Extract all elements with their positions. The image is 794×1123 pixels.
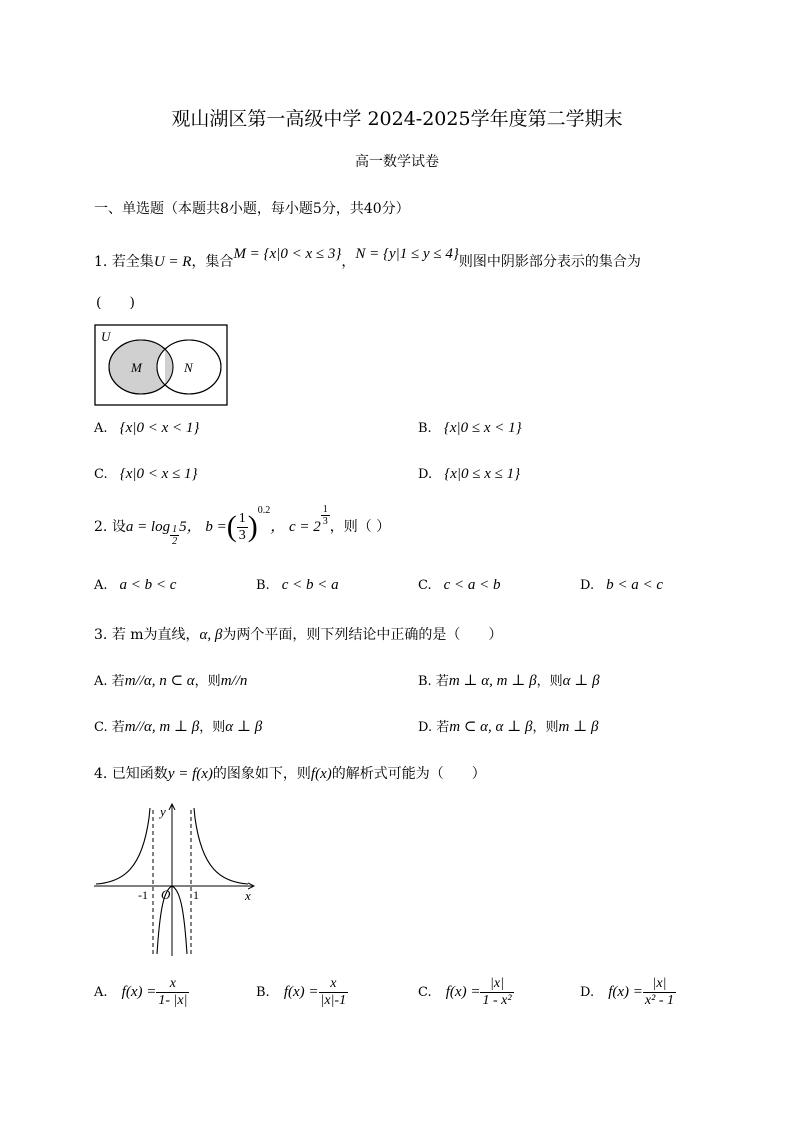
- option-conclusion: m ⊥ β: [558, 719, 599, 735]
- option-d[interactable]: [418, 466, 520, 483]
- option-label: D.: [580, 578, 595, 593]
- b-exp: 0.2: [257, 505, 271, 517]
- function-expr: y = f(x): [167, 766, 213, 782]
- function-graph: [94, 798, 260, 958]
- planes-expr: α, β: [199, 627, 223, 643]
- x-axis-label: x: [245, 888, 251, 903]
- b-prefix: ， b =: [186, 519, 227, 535]
- option-b[interactable]: [256, 577, 339, 594]
- option-text: c < b < a: [281, 577, 339, 593]
- question-number: 4.: [94, 766, 108, 782]
- question-text: 的图象如下，则: [212, 766, 311, 782]
- option-label: C.: [94, 467, 108, 482]
- option-condition: m//α, m ⊥ β: [124, 719, 200, 735]
- question-4: [94, 763, 486, 783]
- option-condition: m//α, n ⊂ α: [124, 673, 195, 689]
- fraction-num: |x|: [480, 976, 513, 993]
- section-heading: 一、单选题（本题共8小题，每小题5分，共40分）: [94, 201, 410, 217]
- option-fraction: [480, 976, 513, 1009]
- option-label: D.: [580, 985, 595, 1000]
- option-label: D.: [418, 720, 433, 735]
- option-c[interactable]: [418, 976, 514, 1009]
- option-text: ，则: [536, 674, 563, 689]
- fraction-num: |x|: [643, 976, 676, 993]
- question-text: ，则（ ）: [329, 519, 391, 535]
- page-title: 观山湖区第一高级中学 2024-2025学年度第二学期末: [171, 108, 623, 130]
- option-conclusion: α ⊥ β: [562, 673, 600, 689]
- question-3: [94, 624, 502, 644]
- option-a[interactable]: [94, 577, 176, 594]
- origin-label: O: [161, 887, 171, 902]
- tick-label-pos-one: 1: [193, 888, 199, 902]
- venn-diagram: [94, 324, 228, 406]
- log-arg: 5: [179, 519, 187, 535]
- option-a[interactable]: [94, 420, 199, 437]
- option-text: {x|0 ≤ x ≤ 1}: [444, 466, 521, 482]
- option-b[interactable]: [256, 976, 348, 1009]
- option-text: ，则: [199, 720, 226, 735]
- option-lhs: f(x) =: [445, 984, 481, 1000]
- option-a[interactable]: [94, 976, 189, 1009]
- option-text: ，则: [532, 720, 559, 735]
- set-n-expr: N = {y|1 ≤ y ≤ 4}: [355, 246, 459, 262]
- page-subtitle: 高一数学试卷: [355, 154, 439, 170]
- option-lhs: f(x) =: [121, 984, 157, 1000]
- question-text: 若全集: [111, 254, 154, 270]
- a-log: a = log: [125, 519, 171, 535]
- log-base: [170, 524, 179, 547]
- question-text: 若 m为直线，: [111, 627, 200, 643]
- option-fraction: [156, 976, 189, 1009]
- question-2: [94, 503, 391, 548]
- option-c[interactable]: [94, 466, 198, 483]
- question-text: ，: [341, 254, 356, 270]
- fraction-den: 1- |x|: [158, 993, 188, 1008]
- option-text: c < a < b: [443, 577, 501, 593]
- option-text: b < a < c: [606, 577, 663, 593]
- option-fraction: [319, 976, 349, 1009]
- a-expr: [125, 519, 187, 548]
- venn-label-m: M: [131, 360, 142, 375]
- fraction-den: x² - 1: [644, 993, 674, 1008]
- option-d[interactable]: [580, 577, 663, 594]
- universal-set-expr: U = R: [153, 254, 192, 270]
- option-text: ，则: [194, 674, 221, 689]
- option-label: C.: [418, 578, 432, 593]
- y-axis-label: y: [160, 804, 166, 819]
- option-label: A.: [94, 421, 108, 436]
- b-frac-den: 3: [238, 527, 246, 543]
- question-text: 为两个平面，则下列结论中正确的是（ ）: [222, 627, 503, 643]
- option-a[interactable]: [94, 670, 247, 690]
- option-label: B.: [418, 421, 432, 436]
- question-1: [94, 246, 641, 271]
- option-text: 若: [111, 674, 125, 689]
- fraction-den: |x|-1: [320, 993, 347, 1008]
- fraction-num: x: [156, 976, 189, 993]
- question-text: 则图中阴影部分表示的集合为: [458, 254, 641, 270]
- paren-right: ): [247, 510, 258, 543]
- option-label: D.: [418, 467, 433, 482]
- c-exp: [321, 504, 330, 527]
- venn-label-n: N: [184, 360, 193, 375]
- log-base-num: 1: [172, 524, 178, 536]
- b-frac: [237, 511, 248, 544]
- option-text: 若: [435, 674, 449, 689]
- option-text: 若: [436, 720, 450, 735]
- question-text: 设: [111, 519, 126, 535]
- fraction-num: x: [319, 976, 349, 993]
- option-d[interactable]: [418, 716, 598, 736]
- option-label: B.: [256, 985, 270, 1000]
- option-label: B.: [418, 674, 432, 689]
- question-number: 1.: [94, 254, 108, 270]
- option-conclusion: m//n: [220, 673, 248, 689]
- option-b[interactable]: [418, 670, 600, 690]
- option-label: A.: [94, 674, 108, 689]
- option-text: 若: [111, 720, 125, 735]
- option-fraction: [643, 976, 676, 1009]
- option-label: A.: [94, 578, 108, 593]
- question-text: 的解析式可能为（ ）: [331, 766, 486, 782]
- question-number: 2.: [94, 519, 108, 535]
- option-c[interactable]: [418, 577, 501, 594]
- tick-label-neg-one: -1: [138, 888, 148, 902]
- option-lhs: f(x) =: [283, 984, 319, 1000]
- c-exp-den: 3: [322, 515, 328, 527]
- option-c[interactable]: [94, 716, 262, 736]
- option-d[interactable]: [580, 976, 676, 1009]
- option-b[interactable]: [418, 420, 522, 437]
- option-text: {x|0 ≤ x < 1}: [443, 420, 522, 436]
- option-text: {x|0 < x < 1}: [119, 420, 200, 436]
- option-condition: m ⊂ α, α ⊥ β: [449, 719, 533, 735]
- log-base-den: 2: [172, 536, 178, 548]
- function-expr: f(x): [310, 766, 332, 782]
- option-label: B.: [256, 578, 270, 593]
- c-prefix: ， c = 2: [270, 519, 321, 535]
- option-text: a < b < c: [119, 577, 177, 593]
- option-lhs: f(x) =: [608, 984, 643, 1000]
- option-conclusion: α ⊥ β: [225, 719, 263, 735]
- question-text: ，集合: [191, 254, 234, 270]
- question-number: 3.: [94, 627, 108, 643]
- set-m-expr: M = {x|0 < x ≤ 3}: [233, 246, 342, 262]
- curve-right-branch: [194, 808, 248, 884]
- option-condition: m ⊥ α, m ⊥ β: [448, 673, 537, 689]
- b-frac-num: 1: [238, 510, 246, 526]
- option-label: C.: [418, 985, 432, 1000]
- question-text: 已知函数: [111, 766, 168, 782]
- curve-left-branch: [96, 808, 150, 884]
- paren-left: (: [226, 510, 237, 543]
- option-text: {x|0 < x ≤ 1}: [119, 466, 198, 482]
- option-label: A.: [94, 985, 108, 1000]
- venn-label-u: U: [101, 329, 111, 344]
- fraction-den: 1 - x²: [482, 993, 512, 1008]
- option-label: C.: [94, 720, 108, 735]
- c-exp-num: 1: [322, 503, 328, 515]
- answer-paren: ( ): [96, 295, 135, 311]
